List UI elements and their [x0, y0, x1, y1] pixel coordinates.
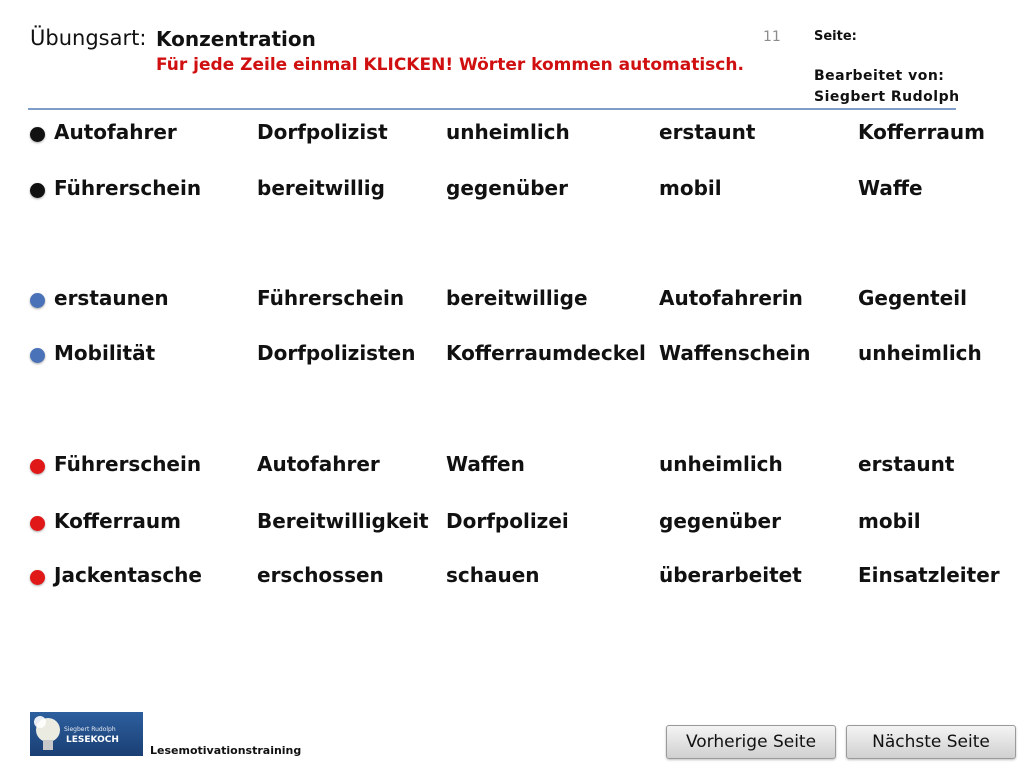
word-row[interactable]	[0, 452, 1024, 482]
word-cell: unheimlich	[446, 120, 570, 144]
editor-name: Siegbert Rudolph	[814, 89, 960, 105]
editor-label: Bearbeitet von:	[814, 68, 945, 84]
word-row[interactable]	[0, 286, 1024, 316]
black-dot-icon[interactable]	[30, 127, 45, 142]
word-cell: Führerschein	[54, 452, 202, 476]
word-cell: bereitwillig	[257, 176, 385, 200]
word-cell: Waffe	[858, 176, 923, 200]
page-label: Seite:	[814, 29, 857, 44]
logo-author: Siegbert Rudolph	[64, 726, 116, 733]
word-cell: erschossen	[257, 563, 384, 587]
red-dot-icon[interactable]	[30, 459, 45, 474]
word-cell: bereitwillige	[446, 286, 588, 310]
word-cell: gegenüber	[659, 509, 781, 533]
word-cell: Gegenteil	[858, 286, 967, 310]
word-cell: Dorfpolizei	[446, 509, 569, 533]
word-cell: Waffen	[446, 452, 525, 476]
word-cell: erstaunen	[54, 286, 169, 310]
exercise-type-value: Konzentration	[156, 27, 316, 51]
word-cell: Einsatzleiter	[858, 563, 1000, 587]
footer-brand: Lesemotivationstraining	[150, 744, 302, 757]
word-cell: erstaunt	[858, 452, 955, 476]
word-cell: Bereitwilligkeit	[257, 509, 429, 533]
lightbulb-icon	[30, 712, 143, 756]
word-row[interactable]	[0, 509, 1024, 539]
word-cell: Autofahrer	[257, 452, 380, 476]
word-cell: Jackentasche	[54, 563, 202, 587]
word-cell: überarbeitet	[659, 563, 802, 587]
word-cell: Führerschein	[257, 286, 405, 310]
word-row[interactable]	[0, 176, 1024, 206]
lesekoch-logo	[30, 712, 143, 756]
word-cell: Autofahrerin	[659, 286, 803, 310]
word-cell: schauen	[446, 563, 540, 587]
word-cell: Kofferraumdeckel	[446, 341, 646, 365]
word-cell: Führerschein	[54, 176, 202, 200]
exercise-type-label: Übungsart:	[30, 26, 147, 50]
logo-name: LESEKOCH	[66, 735, 119, 745]
word-cell: Dorfpolizisten	[257, 341, 416, 365]
word-cell: unheimlich	[659, 452, 783, 476]
word-row[interactable]	[0, 341, 1024, 371]
page-number: 11	[763, 29, 781, 45]
word-cell: unheimlich	[858, 341, 982, 365]
black-dot-icon[interactable]	[30, 183, 45, 198]
word-cell: Kofferraum	[54, 509, 181, 533]
instruction-text: Für jede Zeile einmal KLICKEN! Wörter kommen automatisch.	[156, 55, 744, 75]
word-cell: Kofferraum	[858, 120, 985, 144]
word-cell: Mobilität	[54, 341, 156, 365]
red-dot-icon[interactable]	[30, 516, 45, 531]
blue-dot-icon[interactable]	[30, 293, 45, 308]
previous-page-button[interactable]: Vorherige Seite	[666, 725, 836, 759]
blue-dot-icon[interactable]	[30, 348, 45, 363]
word-row[interactable]	[0, 120, 1024, 150]
word-cell: erstaunt	[659, 120, 756, 144]
red-dot-icon[interactable]	[30, 570, 45, 585]
word-cell: mobil	[858, 509, 921, 533]
word-cell: Autofahrer	[54, 120, 177, 144]
next-page-button[interactable]: Nächste Seite	[846, 725, 1016, 759]
word-cell: Waffenschein	[659, 341, 811, 365]
word-cell: Dorfpolizist	[257, 120, 388, 144]
word-cell: mobil	[659, 176, 722, 200]
word-row[interactable]	[0, 563, 1024, 593]
word-cell: gegenüber	[446, 176, 568, 200]
